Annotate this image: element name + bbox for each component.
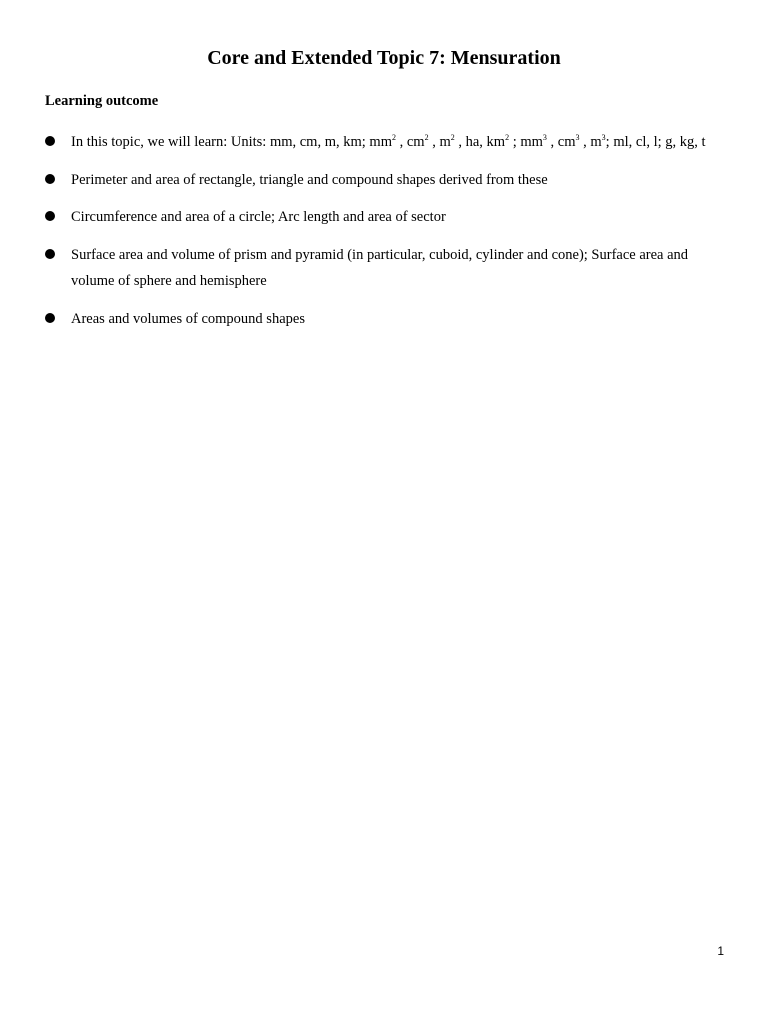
text-run: Circumference and area of a circle; Arc length and area of sector (71, 209, 446, 225)
learning-outcome-list (45, 129, 725, 343)
superscript: 3 (575, 133, 580, 142)
text-run: , cm (395, 134, 425, 150)
list-item-text (71, 247, 688, 290)
list-item-text (71, 172, 548, 188)
bullet-icon (45, 313, 55, 323)
bullet-icon (45, 174, 55, 184)
text-run: , ha, km (454, 134, 506, 150)
bullet-icon (45, 249, 55, 259)
text-run: ; mm (509, 134, 543, 150)
bullet-icon (45, 136, 55, 146)
superscript: 3 (601, 133, 606, 142)
list-item (45, 204, 725, 231)
section-heading: Learning outcome (45, 93, 159, 109)
list-item (45, 167, 725, 194)
superscript: 2 (450, 133, 455, 142)
superscript: 3 (542, 133, 547, 142)
text-run: Areas and volumes of compound shapes (71, 310, 305, 327)
superscript: 2 (391, 133, 396, 142)
list-item-text (71, 311, 305, 327)
bullet-icon (45, 211, 55, 221)
superscript: 2 (505, 133, 510, 142)
list-item-text (71, 209, 446, 225)
superscript: 2 (424, 133, 429, 142)
text-run: Surface area and volume of prism and pyramid (in particular, cuboid, cylinder and cone); Surface area and volume of sphere and hemisphere (71, 246, 689, 289)
text-run: Perimeter and area of rectangle, triangle and compound shapes derived from these (71, 171, 548, 188)
list-item (45, 129, 725, 156)
text-run: , m (428, 134, 451, 150)
text-run: , m (579, 134, 602, 150)
text-run: In this topic, we will learn: Units: mm, cm, m, km; mm (71, 134, 392, 150)
text-run: ; ml, cl, l; g, kg, t (605, 134, 706, 150)
list-item-text (71, 134, 706, 150)
text-run: , cm (546, 134, 576, 150)
page-number: 1 (717, 944, 724, 958)
list-item (45, 242, 725, 295)
list-item (45, 306, 725, 333)
page-title: Core and Extended Topic 7: Mensuration (207, 47, 561, 69)
